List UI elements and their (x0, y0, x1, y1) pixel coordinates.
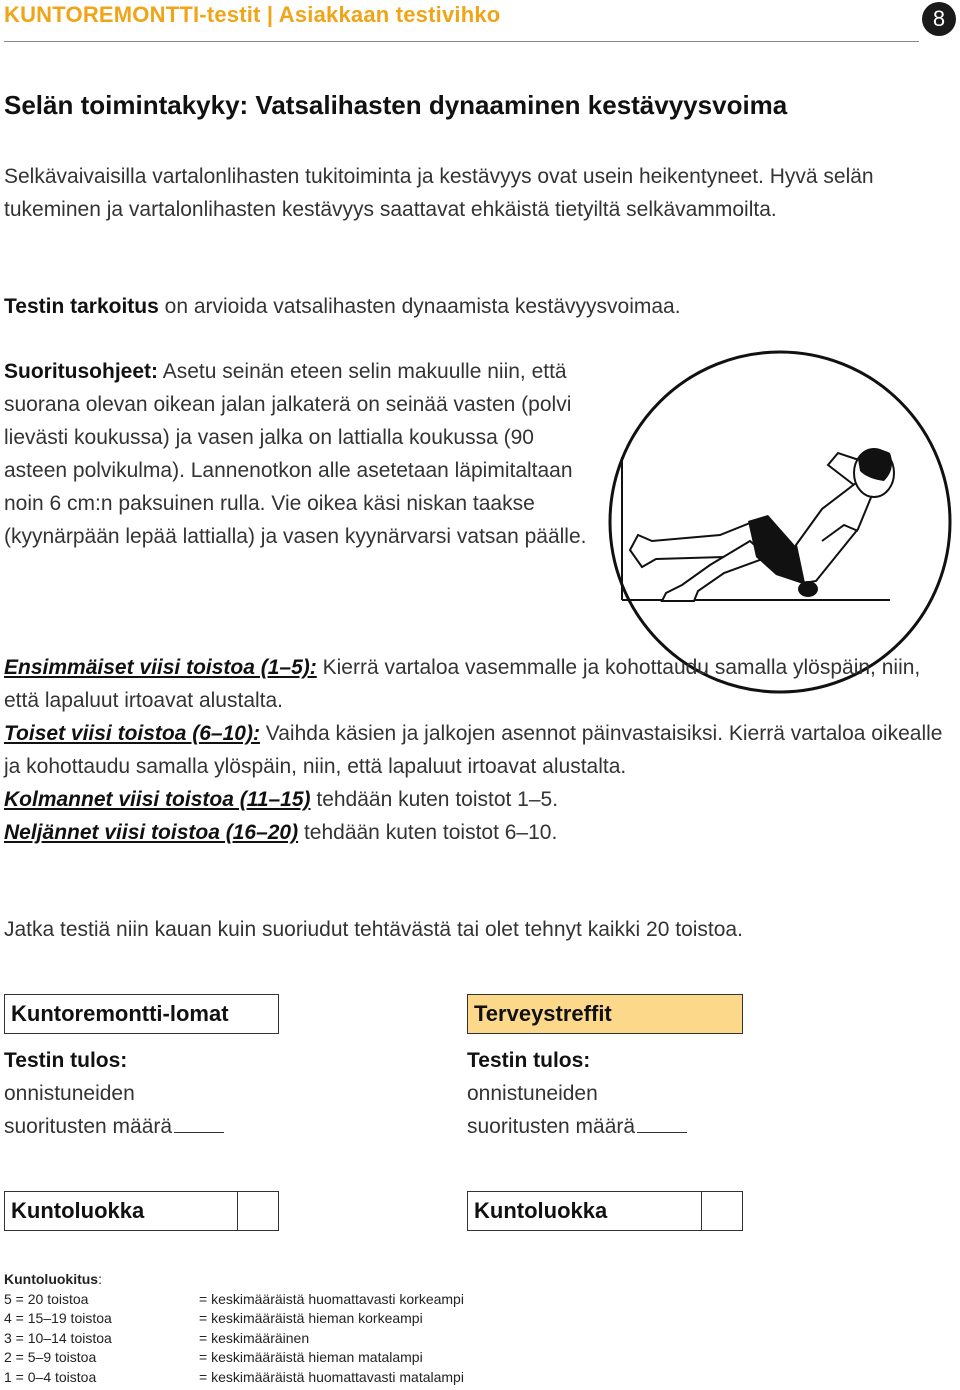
repetitions-section (4, 651, 949, 849)
program-box-left: Kuntoremontti-lomat (4, 994, 279, 1034)
rep-set-3 (4, 783, 949, 816)
legend-desc: = keskimääräistä hieman matalampi (199, 1349, 423, 1366)
result-title-right: Testin tulos: (467, 1049, 591, 1072)
purpose-text: on arvioida vatsalihasten dynaamista kestävyysvoimaa. (158, 295, 681, 318)
legend-desc: = keskimääräinen (199, 1329, 310, 1346)
rep-set-2 (4, 717, 949, 783)
legend-desc: = keskimääräistä hieman korkeampi (199, 1310, 423, 1327)
legend-row (4, 1329, 464, 1349)
purpose-label: Testin tarkoitus (4, 295, 159, 318)
rep-set-3-text: tehdään kuten toistot 1–5. (310, 788, 559, 811)
legend-range: 1 = 0–4 toistoa (4, 1368, 97, 1385)
result-blank-right[interactable] (637, 1114, 687, 1133)
rep-set-4-label: Neljännet viisi toistoa (16–20) (4, 821, 299, 844)
rep-set-3-label: Kolmannet viisi toistoa (11–15) (4, 788, 311, 811)
class-entry-cell-left[interactable] (237, 1192, 278, 1230)
legend-row (4, 1309, 464, 1329)
result-blank-left[interactable] (174, 1114, 224, 1133)
legend-range: 3 = 10–14 toistoa (4, 1329, 112, 1346)
intro-paragraph: Selkävaivaisilla vartalonlihasten tukitoiminta ja kestävyys ovat usein heikentyneet. Hyvä selän tukeminen ja vartalonlihasten kestävyys saattavat ehkäistä tietyiltä selkävammoilta. (4, 165, 874, 221)
result-line2-right: suoritusten määrä (467, 1115, 636, 1138)
rep-set-4 (4, 816, 949, 849)
purpose-paragraph (4, 290, 904, 323)
legend-colon: : (98, 1271, 102, 1287)
result-line2-left-wrap (4, 1110, 224, 1143)
class-label-left: Kuntoluokka (11, 1198, 145, 1223)
result-block-right (467, 1044, 687, 1143)
result-title-left: Testin tulos: (4, 1049, 128, 1072)
legend-desc: = keskimääräistä huomattavasti matalampi (199, 1368, 464, 1385)
result-line1-left: onnistuneiden (4, 1082, 135, 1105)
legend-heading (4, 1270, 464, 1290)
rep-set-2-label: Toiset viisi toistoa (6–10): (4, 722, 260, 745)
rep-set-1 (4, 651, 949, 717)
section-heading: Selän toimintakyky: Vatsalihasten dynaaminen kestävyysvoima (4, 90, 788, 120)
legend-desc: = keskimääräistä huomattavasti korkeampi (199, 1290, 464, 1307)
class-label-right: Kuntoluokka (474, 1198, 608, 1223)
continue-paragraph: Jatka testiä niin kauan kuin suoriudut tehtävästä tai olet tehnyt kaikki 20 toistoa. (4, 918, 743, 941)
document-header-title: KUNTOREMONTTI-testit | Asiakkaan testivihko (4, 2, 501, 27)
legend-row (4, 1290, 464, 1310)
class-entry-cell-right[interactable] (701, 1192, 742, 1230)
legend-row (4, 1348, 464, 1368)
legend-range: 2 = 5–9 toistoa (4, 1349, 97, 1366)
class-box-left (4, 1191, 279, 1231)
rep-set-2-text: Vaihda käsien ja jalkojen asennot päinvastaisiksi. Kierrä vartaloa oikealle ja kohottaudu samalla ylöspäin, niin, että lapaluut irtoavat alustalta. (4, 722, 943, 778)
instructions-label: Suoritusohjeet: (4, 360, 159, 383)
classification-legend (4, 1270, 464, 1388)
rep-set-1-label: Ensimmäiset viisi toistoa (1–5): (4, 656, 317, 679)
result-line2-right-wrap (467, 1110, 687, 1143)
class-box-right (467, 1191, 743, 1231)
instructions-paragraph (4, 355, 594, 553)
program-box-right: Terveystreffit (467, 994, 743, 1034)
legend-row (4, 1368, 464, 1388)
legend-title: Kuntoluokitus (4, 1271, 99, 1287)
rep-set-1-text: Kierrä vartaloa vasemmalle ja kohottaudu samalla ylöspäin, niin, että lapaluut irtoavat alustalta. (4, 656, 921, 712)
page-number-badge: 8 (922, 2, 956, 36)
header-divider (4, 41, 919, 42)
result-line1-right: onnistuneiden (467, 1082, 598, 1105)
result-line2-left: suoritusten määrä (4, 1115, 173, 1138)
result-block-left (4, 1044, 224, 1143)
legend-range: 5 = 20 toistoa (4, 1290, 89, 1307)
exercise-illustration (600, 345, 960, 703)
rep-set-4-text: tehdään kuten toistot 6–10. (298, 821, 558, 844)
instructions-text: Asetu seinän eteen selin makuulle niin, että suorana olevan oikean jalan jalkaterä on seinää vasten (polvi lievästi koukussa) ja vasen jalka on lattialla koukussa (90 asteen polvikulma). Lannenotkon alle asetetaan läpimitaltaan noin 6 cm:n paksuinen rulla. Vie oikea käsi niskan taakse (kyynärpään lepää lattialla) ja vasen kyynärvarsi vatsan päälle. (4, 360, 587, 548)
legend-range: 4 = 15–19 toistoa (4, 1310, 112, 1327)
